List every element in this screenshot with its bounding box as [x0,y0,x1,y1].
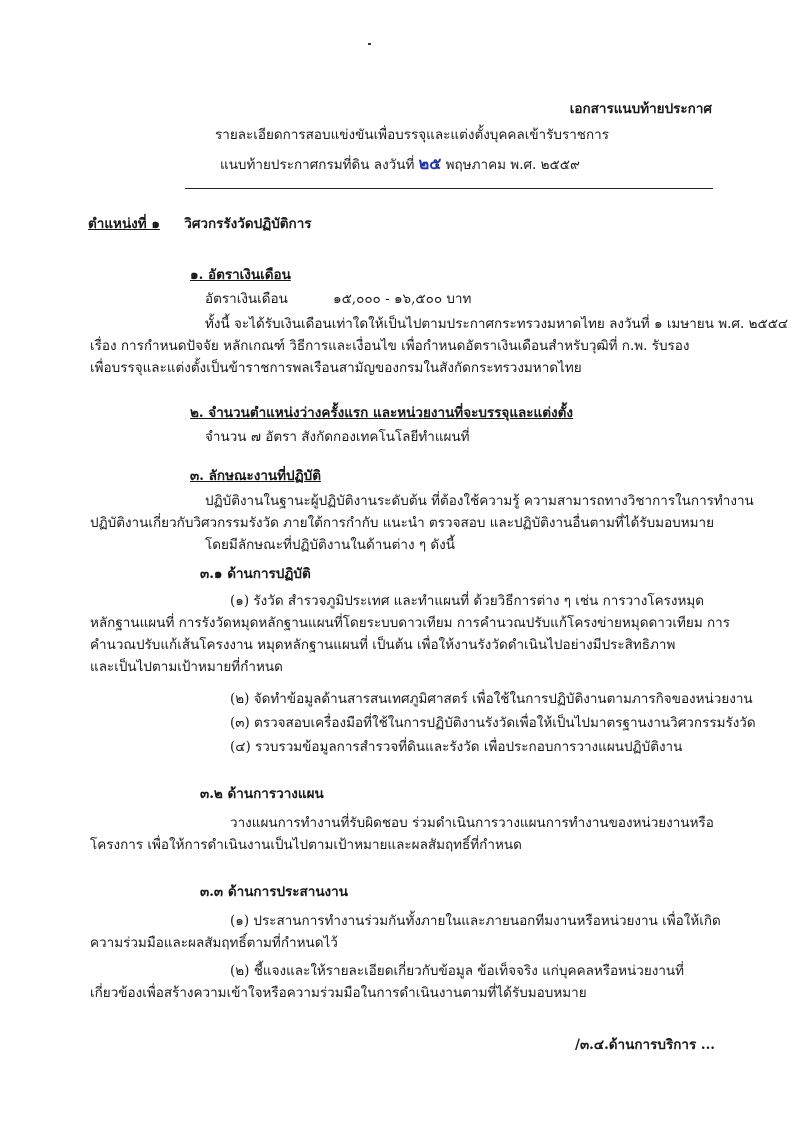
section-3-line: โดยมีลักษณะที่ปฏิบัติงานในด้านต่าง ๆ ดังนี้ [205,537,455,553]
section-1-line: เรื่อง การกำหนดปัจจัย หลักเกณฑ์ วิธีการและเงื่อนไข เพื่อกำหนดอัตราเงินเดือนสำหรับวุฒิที่ ก.พ. รับรอง [90,338,690,354]
item-line: วางแผนการทำงานที่รับผิดชอบ ร่วมดำเนินการวางแผนการทำงานของหน่วยงานหรือ [230,815,714,831]
subsection-3-1-item-2: (๒) จัดทำข้อมูลด้านสารสนเทศภูมิศาสตร์ เพื่อใช้ในการปฏิบัติงานตามภารกิจของหน่วยงาน [230,691,753,707]
subsection-3-3-heading: ๓.๓ ด้านการประสานงาน [200,884,348,900]
header-line-2-prefix: แนบท้ายประกาศกรมที่ดิน ลงวันที่ [220,157,415,173]
section-1-line: เพื่อบรรจุและแต่งตั้งเป็นข้าราชการพลเรือนสามัญของกรมในสังกัดกระทรวงมหาดไทย [90,360,582,376]
item-line: (๑) ประสานการทำงานร่วมกันทั้งภายในและภายนอกทีมงานหรือหน่วยงาน เพื่อให้เกิด [230,913,721,929]
handwritten-day: ๒๕ [418,154,442,173]
header-divider [185,188,713,189]
section-3-body [90,490,754,556]
subsection-3-2-heading: ๓.๒ ด้านการวางแผน [200,786,324,802]
item-line: (๑) รังวัด สำรวจภูมิประเทศ และทำแผนที่ ด้วยวิธีการต่าง ๆ เช่น การวางโครงหมุด [230,593,705,609]
subsection-3-1-item-1 [90,590,730,678]
subsection-3-2-body [90,812,714,856]
section-1-body [90,313,788,379]
section-3-line: ปฏิบัติงานเกี่ยวกับวิศวกรรมรังวัด ภายใต้การกำกับ แนะนำ ตรวจสอบ และปฏิบัติงานอื่นตามที่ได้รับมอบหมาย [90,515,715,531]
position-line [88,215,312,235]
item-line: ความร่วมมือและผลสัมฤทธิ์ตามที่กำหนดไว้ [90,935,338,951]
position-label: ตำแหน่งที่ ๑ [88,216,160,232]
header-line-1: รายละเอียดการสอบแข่งขันเพื่อบรรจุและแต่งตั้งบุคคลเข้ารับราชการ [215,127,609,143]
salary-label: อัตราเงินเดือน [205,291,288,307]
section-1-heading [190,266,291,286]
item-line: โครงการ เพื่อให้การดำเนินงานเป็นไปตามเป้าหมายและผลสัมฤทธิ์ที่กำหนด [90,837,522,853]
subsection-3-1-heading: ๓.๑ ด้านการปฏิบัติ [200,566,311,582]
section-3-heading: ๓. ลักษณะงานที่ปฏิบัติ [190,468,322,484]
subsection-3-3-item-2 [90,960,684,1004]
continuation-note: /๓.๔.ด้านการบริการ ... [575,1037,715,1053]
position-title: วิศวกรรังวัดปฏิบัติการ [184,216,312,232]
salary-value: ๑๕,๐๐๐ - ๑๖,๕๐๐ บาท [333,291,472,307]
item-line: เกี่ยวข้องเพื่อสร้างความเข้าใจหรือความร่วมมือในการดำเนินงานตามที่ได้รับมอบหมาย [90,985,587,1001]
item-line: หลักฐานแผนที่ การรังวัดหมุดหลักฐานแผนที่โดยระบบดาวเทียม การคำนวณปรับแก้โครงข่ายหมุดดาวเทียม การ [90,615,731,631]
section-2-heading: ๒. จำนวนตำแหน่งว่างครั้งแรก และหน่วยงานที่จะบรรจุและแต่งตั้ง [190,405,573,421]
scan-dot [368,43,371,45]
section-2-text: จำนวน ๗ อัตรา สังกัดกองเทคโนโลยีทำแผนที่ [205,429,470,445]
section-3-line: ปฏิบัติงานในฐานะผู้ปฏิบัติงานระดับต้น ที่ต้องใช้ความรู้ ความสามารถทางวิชาการในการทำงาน [205,493,754,509]
item-line: คำนวณปรับแก้เส้นโครงงาน หมุดหลักฐานแผนที่ เป็นต้น เพื่อให้งานรังวัดดำเนินไปอย่างมีประสิทธิภาพ [90,637,676,653]
header-line-2-suffix: พฤษภาคม พ.ศ. ๒๕๕๙ [445,157,580,173]
subsection-3-3-item-1 [90,910,721,954]
section-1-line: ทั้งนี้ จะได้รับเงินเดือนเท่าใดให้เป็นไปตามประกาศกระทรวงมหาดไทย ลงวันที่ ๑ เมษายน พ.ศ. ๒๕๕๔ [205,316,789,332]
item-line: (๒) ชี้แจงและให้รายละเอียดเกี่ยวกับข้อมูล ข้อเท็จจริง แก่บุคคลหรือหน่วยงานที่ [230,963,685,979]
subsection-3-1-item-4: (๔) รวบรวมข้อมูลการสำรวจที่ดินและรังวัด เพื่อประกอบการวางแผนปฏิบัติงาน [230,739,683,755]
subsection-3-1-item-3: (๓) ตรวจสอบเครื่องมือที่ใช้ในการปฏิบัติงานรังวัดเพื่อให้เป็นไปมาตรฐานงานวิศวกรรมรังวัด [230,715,756,731]
appendix-title: เอกสารแนบท้ายประกาศ [569,101,712,117]
item-line: และเป็นไปตามเป้าหมายที่กำหนด [90,659,283,675]
header-line-2 [220,152,580,176]
section-1-heading-text: ๑. อัตราเงินเดือน [190,267,291,283]
